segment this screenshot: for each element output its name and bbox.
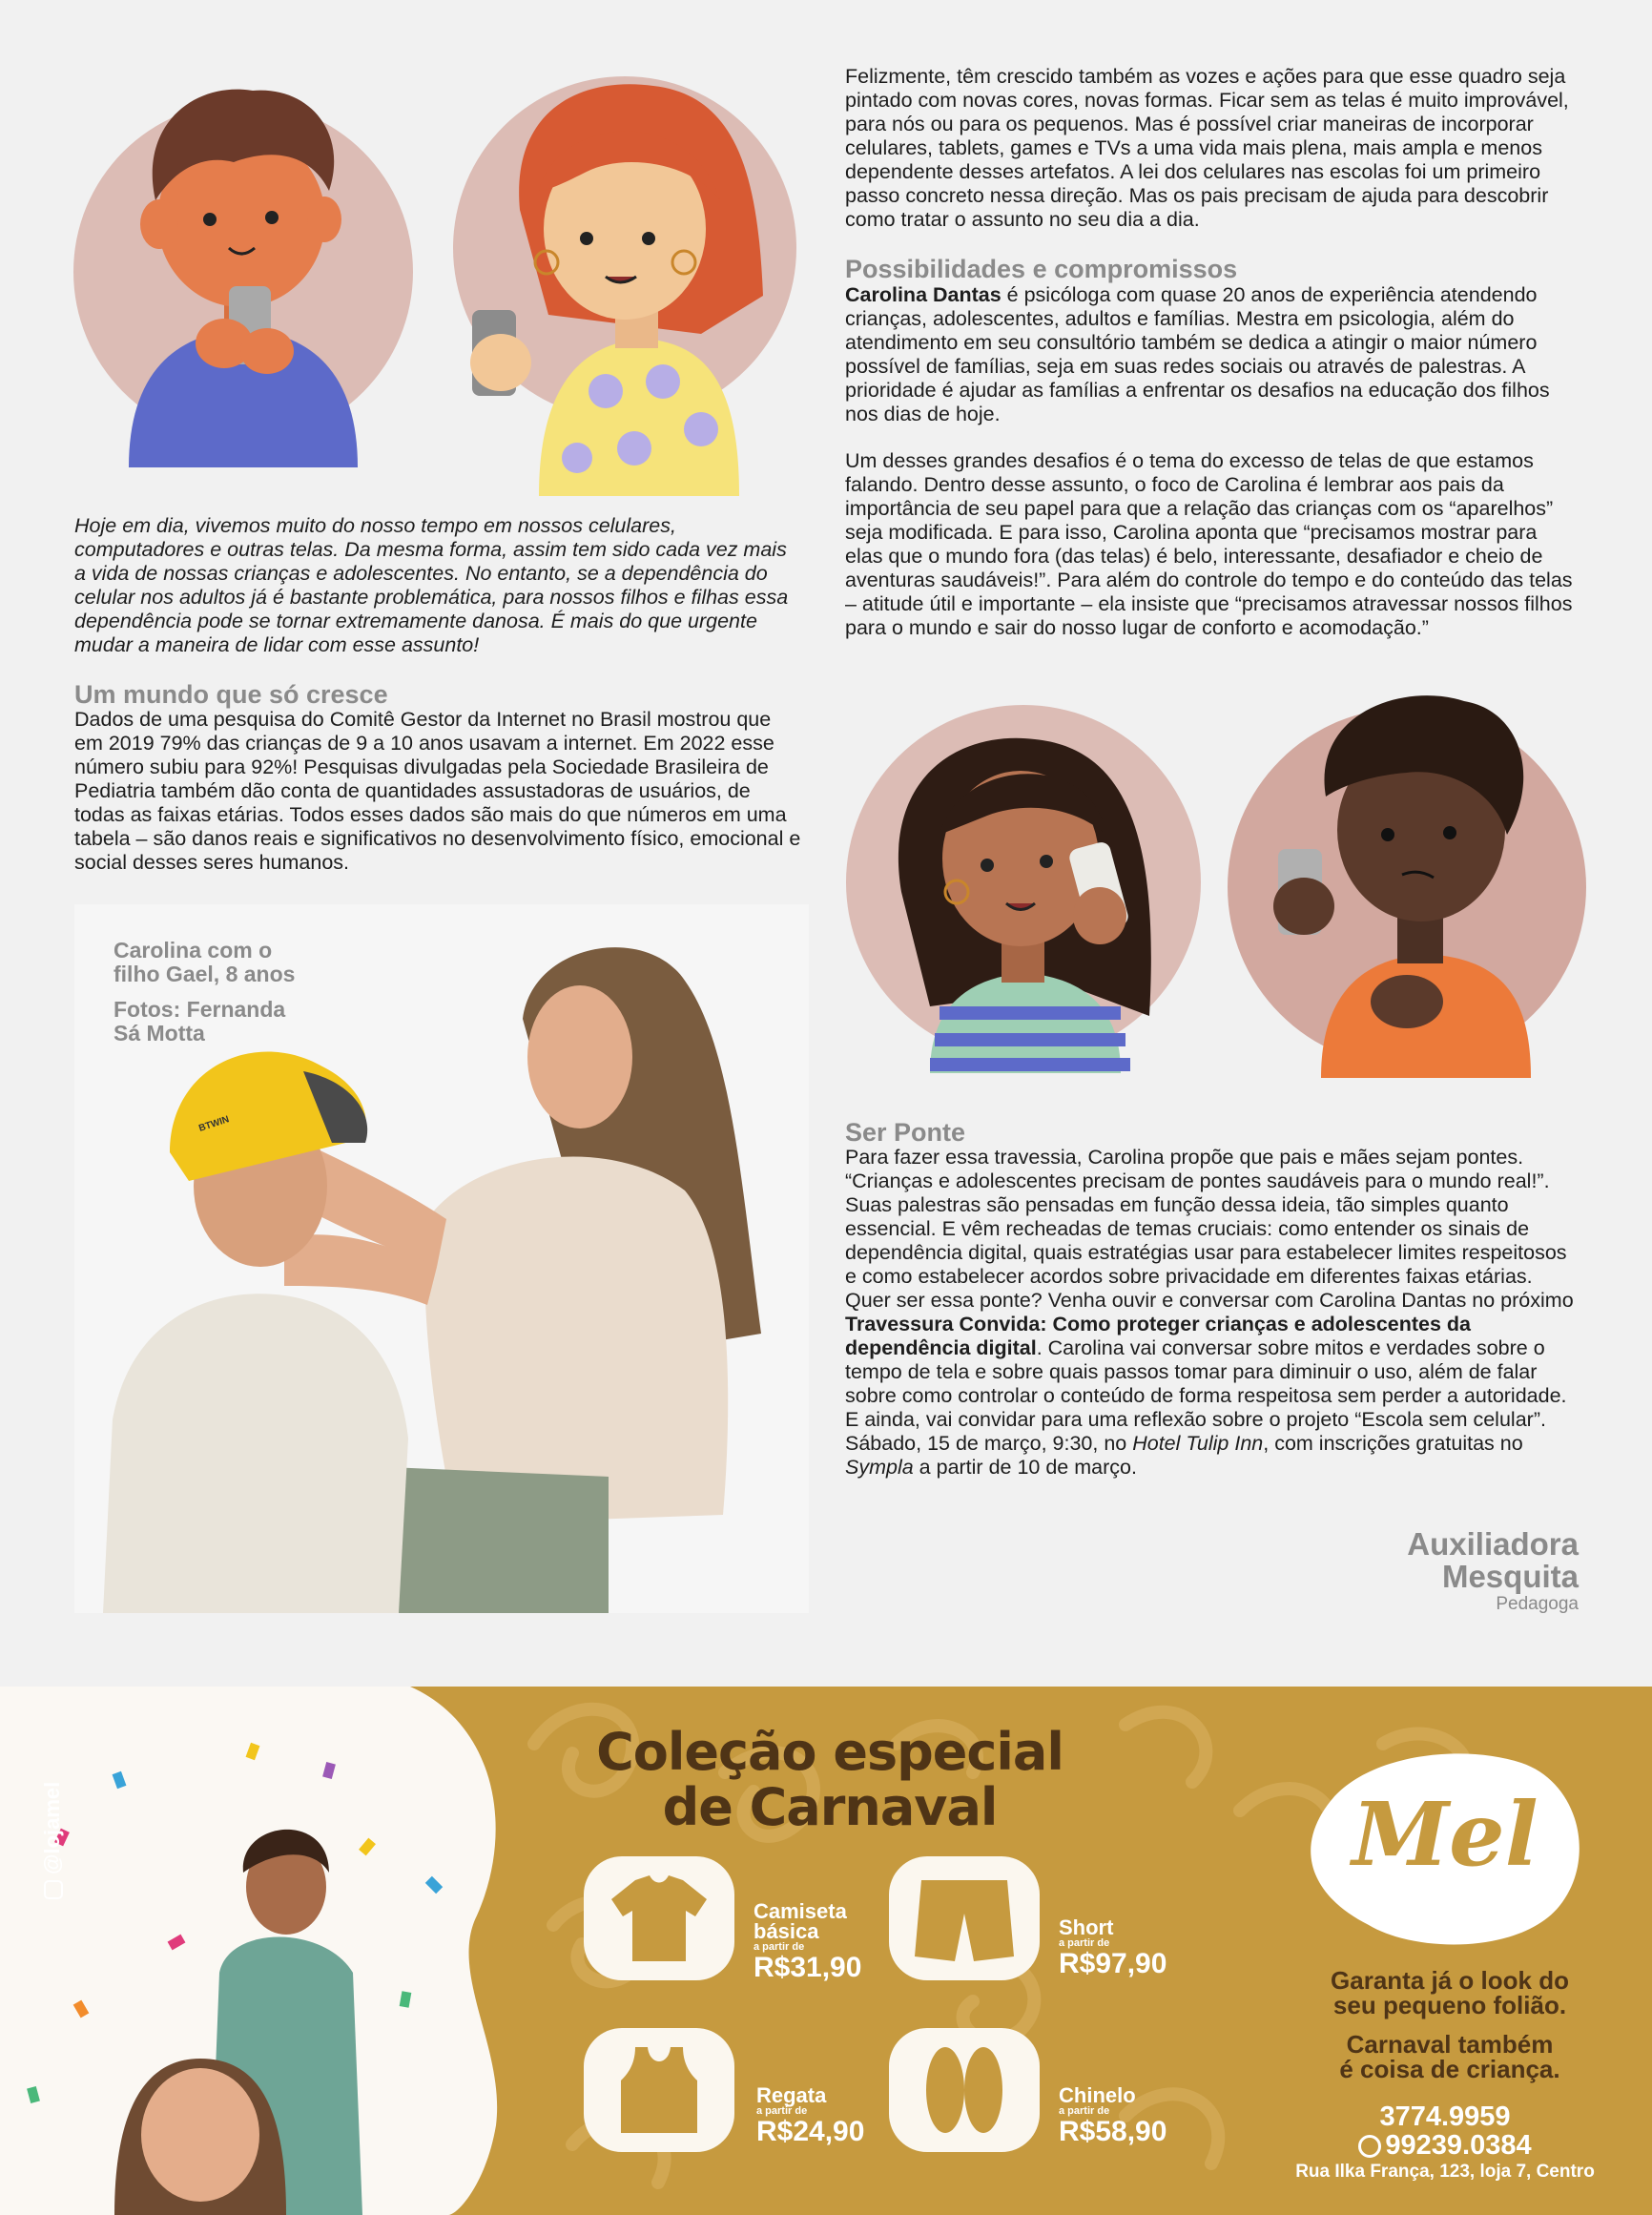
product-chinelo-info: Chinelo a partir de R$58,90 [1059, 2083, 1167, 2147]
ad-title-line2: de Carnaval [662, 1777, 998, 1837]
product-camiseta-info: Camiseta básica a partir de R$31,90 [754, 1899, 862, 1983]
venue-name: Hotel Tulip Inn [1132, 1432, 1264, 1455]
author-last-name: Mesquita [1441, 1559, 1579, 1594]
photo-caption-line2: filho Gael, 8 anos [114, 962, 296, 986]
ser-ponte-part2: . Carolina vai conversar sobre mitos e verdades sobre o tempo de tela e sobre quais passos tomar para diminuir o uso, além de falar sobre como controlar o conteúdo de forma respeitosa sem perder a autoridade. E ainda, vai convidar para uma reflexão sobre o projeto “Escola sem celular”. Sábado, 15 de março, 9:30, no [845, 1336, 1567, 1455]
flip-flops-icon [907, 2042, 1022, 2138]
paragraph-rest: é psicóloga com quase 20 anos de experiência atendendo crianças, adolescentes, adultos e famílias. Mestra em psicologia, além do atendimento em seu consultório também se dedica a atingir o maior número possível de famílias, seja em suas redes sociais ou através de palestras. A prioridade é ajudar as famílias a enfrentar os desafios na educação dos filhos nos dias de hoje. [845, 283, 1550, 425]
helmet-brand-text: BTWIN [197, 1114, 231, 1134]
section-title-ser-ponte: Ser Ponte [845, 1118, 966, 1147]
ad-slogan-2: Carnaval também é coisa de criança. [1339, 2030, 1560, 2083]
bold-name: Carolina Dantas [845, 283, 1002, 306]
ser-ponte-part1: Para fazer essa travessia, Carolina propõe que pais e mães sejam pontes. “Crianças e adolescentes precisam de pontes saudáveis para o mundo real!”. Suas palestras são pensadas em função dessa ideia, tão simples quanto essencial. E vêm recheadas de temas cruciais: como entender os sinais de dependência digital, quais estratégias usar para estabelecer limites respeitosos e como estabelecer acordos sobre privacidade em diferentes faixas etárias. Quer ser essa ponte? Venha ouvir e conversar com Carolina Dantas no próximo [845, 1146, 1574, 1312]
section-paragraph-possibilidades-2: Um desses grandes desafios é o tema do excesso de telas de que estamos falando. Dentro desse assunto, o foco de Carolina é lembrar aos pais da importância de seu papel para que a relação das crianças com os “aparelhos” seja modificada. E para isso, Carolina aponta que “precisamos mostrar para elas que o mundo fora (das telas) é belo, interessante, desafiador e cheio de aventuras saudáveis!”. Para além do controle do tempo e do conteúdo das telas – atitude útil e importante – ela insiste que “precisamos atravessar nossos filhos para o mundo e sair do nosso lugar de conforto e acomodação.” [845, 449, 1573, 639]
photo-credit-line2: Sá Motta [114, 1021, 205, 1045]
store-address: Rua Ilka França, 123, loja 7, Centro [1295, 2162, 1595, 2182]
ad-title-line1: Coleção especial [596, 1722, 1063, 1782]
illustration-girl-calling [844, 701, 1207, 1073]
product-chinelo-box[interactable] [889, 2028, 1040, 2152]
instagram-icon [44, 1880, 63, 1899]
tshirt-icon [602, 1871, 716, 1966]
photo-caption [114, 939, 295, 986]
illustration-boy-phone [72, 48, 424, 467]
section-paragraph-possibilidades-1 [845, 283, 1575, 426]
ad-slogan-1: Garanta já o look do seu pequeno folião. [1331, 1966, 1569, 2019]
section-paragraph-ser-ponte [845, 1146, 1578, 1480]
whatsapp-number[interactable]: 99239.0384 [1385, 2130, 1532, 2161]
mel-logo [1292, 1744, 1588, 1954]
platform-name: Sympla [845, 1456, 914, 1479]
ser-ponte-part4: a partir de 10 de março. [913, 1456, 1137, 1479]
photo-credit [114, 998, 285, 1045]
section-paragraph-mundo: Dados de uma pesquisa do Comitê Gestor da Internet no Brasil mostrou que em 2019 79% das crianças de 9 a 10 anos usavam a internet. Em 2022 esse número subiu para 92%! Pesquisas divulgadas pela Sociedade Brasileira de Pediatria também dão conta de quantidades assustadoras de usuários, de todas as faixas etárias. Todos esses dados são mais do que números em uma tabela – são danos reais e significativos no desenvolvimento físico, emocional e social desses seres humanos. [74, 708, 801, 874]
product-short-box[interactable] [889, 1856, 1040, 1980]
whatsapp-icon [1358, 2135, 1381, 2158]
ser-ponte-part3: , com inscrições gratuitas no [1263, 1432, 1523, 1455]
instagram-handle[interactable] [29, 1744, 67, 1906]
ad-title [572, 1722, 1087, 1837]
author-signature [1407, 1528, 1579, 1616]
mel-logo-text: Mel [1352, 1783, 1538, 1886]
phone-number[interactable]: 3774.9959 [1379, 2101, 1511, 2132]
product-camiseta-box[interactable] [584, 1856, 734, 1980]
illustration-boy-worried [1216, 673, 1593, 1078]
ad-contacts [1249, 2102, 1641, 2184]
section-title-possibilidades: Possibilidades e compromissos [845, 255, 1238, 283]
product-regata-info: Regata a partir de R$24,90 [756, 2083, 865, 2147]
intro-paragraph: Hoje em dia, vivemos muito do nosso tempo em nossos celulares, computadores e outras telas. Da mesma forma, assim tem sido cada vez mais a vida de nossas crianças e adolescentes. No entanto, se a dependência do celular nos adultos já é bastante problemática, para nossos filhos e filhas essa dependência pode se tornar extremamente danosa. É mais do que urgente mudar a maneira de lidar com esse assunto! [74, 514, 789, 656]
illustration-girl-phone [434, 48, 816, 496]
shorts-icon [907, 1871, 1022, 1966]
photo-caption-line1: Carolina com o [114, 938, 273, 963]
photo-carolina-gael [74, 904, 809, 1613]
photo-credit-line1: Fotos: Fernanda [114, 997, 286, 1022]
tank-top-icon [602, 2042, 716, 2138]
ad-banner-mel [0, 1687, 1652, 2215]
ad-kids-photo [0, 1687, 534, 2215]
author-role: Pedagoga [1496, 1594, 1579, 1614]
product-regata-box[interactable] [584, 2028, 734, 2152]
author-first-name: Auxiliadora [1407, 1526, 1579, 1562]
product-short-info: Short a partir de R$97,90 [1059, 1915, 1167, 1979]
instagram-handle-text: @lojamel [40, 1781, 64, 1874]
right-intro-paragraph: Felizmente, têm crescido também as vozes e ações para que esse quadro seja pintado com novas cores, novas formas. Ficar sem as telas é muito improvável, para nós ou para os pequenos. Mas é possível criar maneiras de incorporar celulares, tablets, games e TVs a uma vida mais plena, mais ampla e menos dependente desses artefatos. A lei dos celulares nas escolas foi um primeiro passo concreto nessa direção. Mas os pais precisam de ajuda para descobrir como tratar o assunto no seu dia a dia. [845, 65, 1569, 231]
event-title: Travessura Convida: Como proteger crianças e adolescentes da dependência digital [845, 1313, 1472, 1359]
section-title-mundo: Um mundo que só cresce [74, 680, 388, 709]
